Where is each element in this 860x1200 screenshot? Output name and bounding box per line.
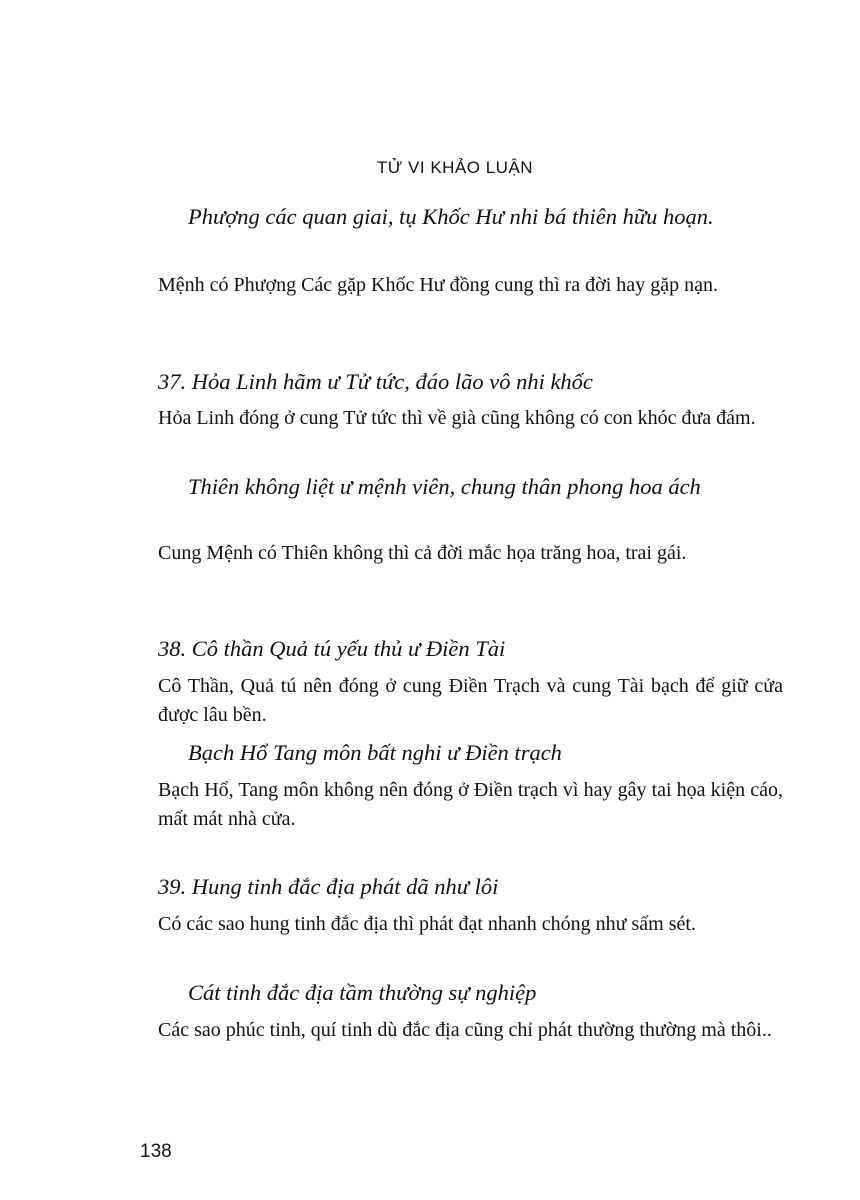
verse-line: Phượng các quan giai, tụ Khốc Hư nhi bá thiên hữu hoạn. [188, 204, 714, 229]
verse-heading-38: 38. Cô thần Quả tú yếu thủ ư Điền Tài [158, 636, 506, 661]
verse-heading-39: 39. Hung tinh đắc địa phát dã như lôi [158, 874, 499, 899]
verse-line: Thiên không liệt ư mệnh viên, chung thân phong hoa ách [188, 474, 701, 499]
verse-gloss: Hỏa Linh đóng ở cung Tử tức thì về già cũng không có con khóc đưa đám. [158, 407, 756, 429]
verse-gloss: Các sao phúc tinh, quí tinh dù đắc địa cũng chỉ phát thường thường mà thôi.. [158, 1019, 772, 1041]
verse-gloss: Có các sao hung tinh đắc địa thì phát đạt nhanh chóng như sấm sét. [158, 913, 696, 935]
verse-gloss: Cung Mệnh có Thiên không thì cả đời mắc họa trăng hoa, trai gái. [158, 542, 687, 564]
verse-line: Cát tinh đắc địa tầm thường sự nghiệp [188, 980, 537, 1005]
verse-gloss: Bạch Hổ, Tang môn không nên đóng ở Điền trạch vì hay gây tai họa kiện cáo, mất mát nhà cửa. [158, 779, 783, 830]
verse-gloss: Mệnh có Phượng Các gặp Khốc Hư đồng cung thì ra đời hay gặp nạn. [158, 274, 718, 296]
page-number: 138 [140, 1141, 172, 1162]
verse-line: Bạch Hổ Tang môn bất nghi ư Điền trạch [188, 740, 562, 765]
verse-heading-37: 37. Hỏa Linh hãm ư Tử tức, đáo lão vô nhi khốc [158, 369, 593, 394]
running-header: TỬ VI KHẢO LUẬN [376, 158, 534, 177]
verse-gloss: Cô Thần, Quả tú nên đóng ở cung Điền Trạch và cung Tài bạch để giữ cửa được lâu bền. [158, 675, 783, 726]
